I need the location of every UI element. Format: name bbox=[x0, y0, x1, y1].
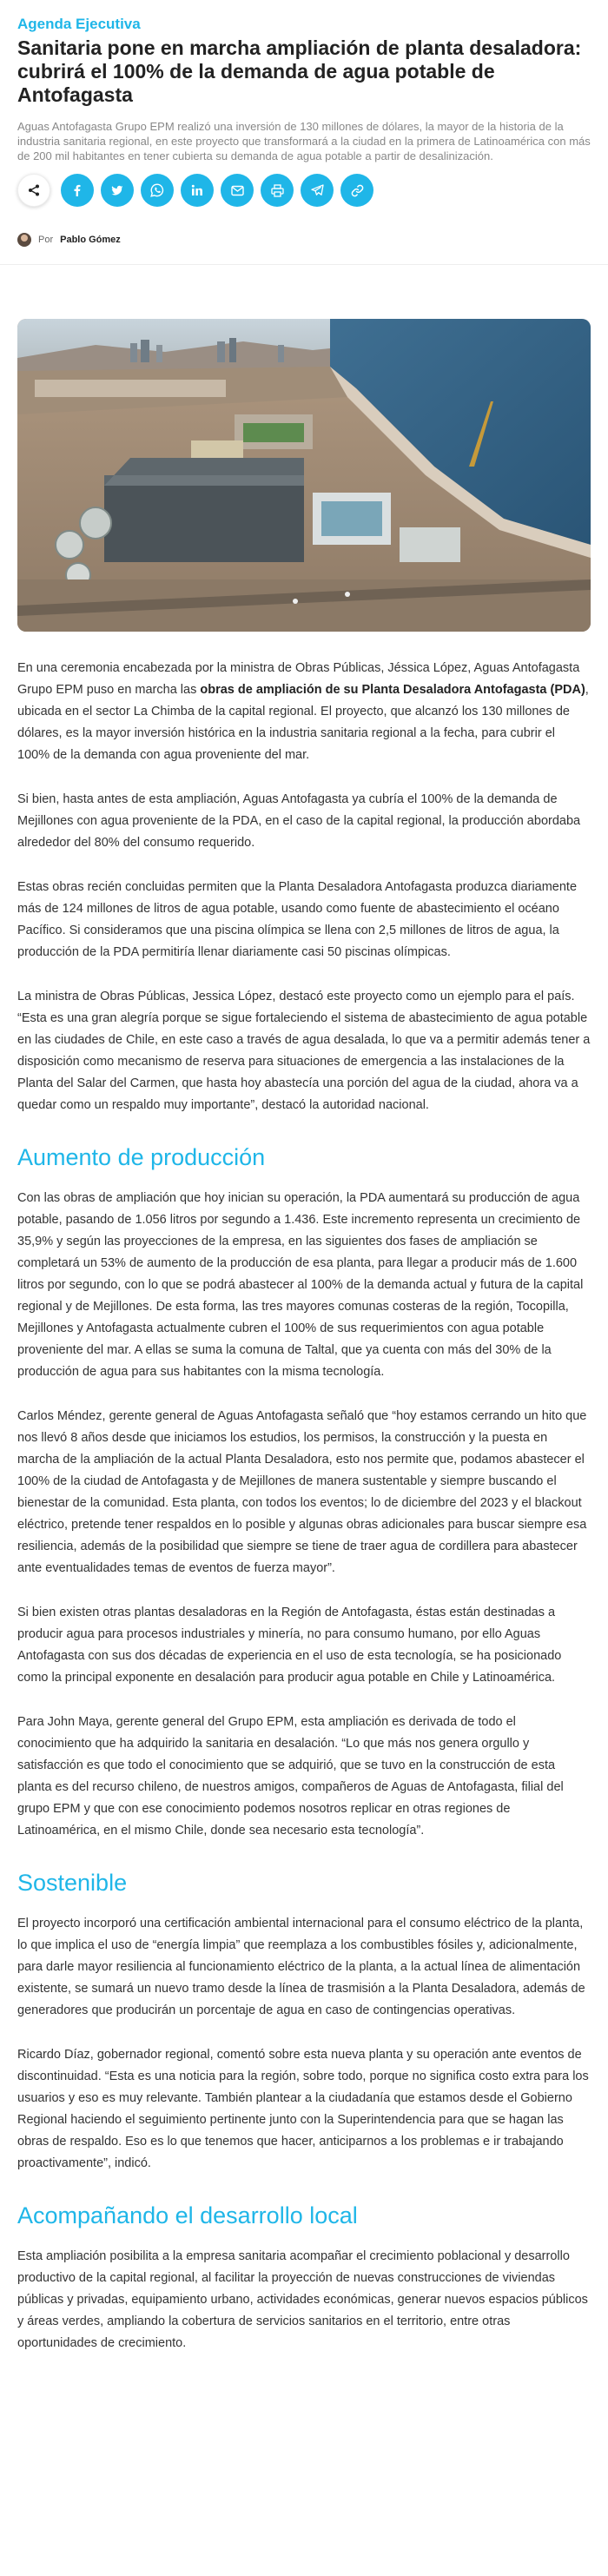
author-byline bbox=[0, 207, 608, 250]
author-avatar bbox=[17, 233, 31, 247]
paragraph-4: La ministra de Obras Públicas, Jessica López, destacó este proyecto como un ejemplo para el país. “Esta es una gran alegría porque se sigue fortaleciendo el sistema de abastecimiento de agua potable en las ciudades de Chile, en este caso a través de agua desalada, lo que va a permitir además tener a disposición como mecanismo de reserva para situaciones de emergencia a las instalaciones de la Planta del Salar del Carmen, que hasta hoy abastecía una porción del agua de la ciudad, ahora va a quedar como un respaldo muy importante”, destacó la autoridad nacional. bbox=[17, 990, 591, 1112]
telegram-icon bbox=[311, 184, 324, 196]
share-bar bbox=[0, 163, 608, 207]
section-heading-sostenible: Sostenible bbox=[17, 1870, 128, 1896]
twitter-share-button[interactable] bbox=[101, 174, 134, 207]
paragraph-8: Para John Maya, gerente general del Grupo EPM, esta ampliación es derivada de todo el conocimiento que ha adquirido la sanitaria en desalación. “Lo que más nos genera orgullo y satisfacción es que todo el conocimiento que se adquirió, que se tuvo en la construcción de esta planta es del recurso chileno, de nuestros amigos, compañeros de Aguas de Antofagasta, filial del grupo EPM y que con ese conocimiento podemos nosotros replicar en otras regiones de Latinoamérica, en el mismo Chile, donde sea necesario esta tecnología”. bbox=[17, 1715, 564, 1838]
telegram-share-button[interactable] bbox=[301, 174, 334, 207]
copy-link-button[interactable] bbox=[340, 174, 373, 207]
whatsapp-share-button[interactable] bbox=[141, 174, 174, 207]
paragraph-10: Ricardo Díaz, gobernador regional, comentó sobre esta nueva planta y su operación ante eventos de discontinuidad. “Esta es una noticia para la región, sobre todo, porque no significa costo extra para los usuarios y eso es muy relevante. También plantear a la ciudadanía que estamos desde el Gobierno Regional haciendo el seguimiento pertinente junto con la Superintendencia para que se hagan las obras de respaldo. Eso es lo que tenemos que hacer, anticiparnos a los problemas e ir trabajando proactivamente”, indicó. bbox=[17, 2048, 589, 2170]
paragraph-7: Si bien existen otras plantas desaladoras en la Región de Antofagasta, éstas están destinadas a producir agua para procesos industriales y minería, no para consumo humano, por ello Aguas Antofagasta con sus dos décadas de experiencia en el uso de esta tecnología, se ha posicionado como la principal exponente en desalación para producir agua potable en Chile y Latinoamérica. bbox=[17, 1606, 562, 1685]
paragraph-1 bbox=[17, 658, 591, 766]
article-summary: Aguas Antofagasta Grupo EPM realizó una inversión de 130 millones de dólares, la mayor de la historia de la industria sanitaria regional, en este proyecto que transformará a la ciudad en la primera de Latinoamérica con más de 200 mil habitantes en tener cubierta su demanda de agua potable a partir de desalinización. bbox=[17, 120, 591, 162]
facebook-icon bbox=[71, 184, 83, 196]
twitter-icon bbox=[111, 184, 123, 196]
section-heading-produccion: Aumento de producción bbox=[17, 1144, 266, 1170]
author-prefix: Por bbox=[38, 235, 54, 245]
header-divider bbox=[0, 264, 608, 265]
article-body bbox=[0, 658, 608, 2354]
hero-image bbox=[17, 319, 591, 632]
printer-icon bbox=[271, 184, 284, 197]
section-heading-desarrollo: Acompañando el desarrollo local bbox=[17, 2202, 358, 2228]
facebook-share-button[interactable] bbox=[61, 174, 94, 207]
paragraph-6: Carlos Méndez, gerente general de Aguas Antofagasta señaló que “hoy estamos cerrando un hito que nos llevó 8 años desde que iniciamos los estudios, los permisos, la construcción y la puesta en marcha de la ampliación de la actual Planta Desaladora, esto nos permite que, podamos abastecer el 100% de la ciudad de Antofagasta y de Mejillones de manera sustentable y siempre buscando el bienestar de la comunidad. Esta planta, con todos los eventos; lo de diciembre del 2023 y el blackout eléctrico, pretende tener respaldos en lo posible y algunas obras adicionales para buscar siempre esa resiliencia, además de la posibilidad que siempre se tiene de traer agua de cordillera para abastecer ante eventualidades temas de eventos de fuerza mayor”. bbox=[17, 1409, 587, 1575]
paragraph-3: Estas obras recién concluidas permiten que la Planta Desaladora Antofagasta produzca diariamente más de 124 millones de litros de agua potable, usando como fuente de abastecimiento el océano Pacífico. Si consideramos que una piscina olímpica se llena con 2,5 millones de litros de agua, la producción de la PDA permitiría llenar diariamente casi 50 piscinas olímpicas. bbox=[17, 880, 578, 959]
paragraph-1-highlight: obras de ampliación de su Planta Desaladora Antofagasta (PDA) bbox=[200, 683, 585, 697]
category-label[interactable]: Agenda Ejecutiva bbox=[17, 16, 141, 32]
desalination-plant-aerial-photo bbox=[17, 319, 591, 632]
paragraph-9: El proyecto incorporó una certificación ambiental internacional para el consumo eléctrico de la planta, lo que implica el uso de “energía limpia” que reemplaza a los combustibles fósiles y, adicionalmente, para darle mayor resiliencia al funcionamiento eléctrico de la planta, a la actual línea de alimentación existente, se sumará un nuevo tramo desde la línea de trasmisión a la Planta Desaladora, además de generadores que producirán un porcentaje de agua en caso de contingencias operativas. bbox=[17, 1917, 585, 2017]
whatsapp-icon bbox=[150, 183, 164, 197]
paragraph-1-text-b: , ubicada en el sector La Chimba de la capital regional. El proyecto, que alcanzó los 130 millones de dólares, es la mayor inversión histórica en la industria sanitaria regional a la fecha, para cubrir el 100% de la demanda con agua proveniente del mar. bbox=[17, 683, 589, 762]
author-name[interactable]: Pablo Gómez bbox=[60, 235, 121, 245]
paragraph-2: Si bien, hasta antes de esta ampliación, Aguas Antofagasta ya cubría el 100% de la demanda de Mejillones con agua proveniente de la PDA, en el caso de la capital regional, la producción abordaba alrededor del 80% del consumo requerido. bbox=[17, 792, 581, 850]
paragraph-1-text-a: En una ceremonia encabezada por la ministra de Obras Públicas, Jéssica López, Aguas Antofagasta Grupo EPM puso en marcha las bbox=[17, 661, 580, 697]
paragraph-5: Con las obras de ampliación que hoy inician su operación, la PDA aumentará su producción de agua potable, pasando de 1.056 litros por segundo a 1.436. Este incremento representa un crecimiento de 35,9% y según las proyecciones de la empresa, en las siguientes dos fases de ampliación se completará un 53% de aumento de la producción de esa planta, para llegar a producir más de 1.600 litros por segundo, con lo que se podrá abastecer al 100% de la demanda actual y futura de la capital regional y de Mejillones. De esta forma, las tres mayores comunas costeras de la región, Tocopilla, Mejillones y Antofagasta actualmente cubren el 100% de sus requerimientos con agua potable proveniente del mar. A ellas se suma la comuna de Taltal, que ya cuenta con más del 30% de la producción de agua para sus habitantes con la misma tecnología. bbox=[17, 1191, 584, 1379]
envelope-icon bbox=[231, 185, 244, 196]
email-share-button[interactable] bbox=[221, 174, 254, 207]
linkedin-share-button[interactable] bbox=[181, 174, 214, 207]
linkedin-icon bbox=[191, 184, 203, 196]
link-icon bbox=[351, 184, 364, 197]
share-toggle-button[interactable] bbox=[17, 174, 50, 207]
article-title: Sanitaria pone en marcha ampliación de planta desaladora: cubrirá el 100% de la demanda de agua potable de Antofagasta bbox=[17, 36, 582, 106]
print-button[interactable] bbox=[261, 174, 294, 207]
share-icon bbox=[28, 184, 40, 196]
paragraph-11: Esta ampliación posibilita a la empresa sanitaria acompañar el crecimiento poblacional y desarrollo productivo de la capital regional, al facilitar la proyección de nuevas construcciones de viviendas públicas y privadas, equipamiento urbano, actividades económicas, generar nuevos espacios públicos y áreas verdes, ampliando la cobertura de servicios sanitarios en el territorio, entre otras oportunidades de crecimiento. bbox=[17, 2249, 588, 2350]
